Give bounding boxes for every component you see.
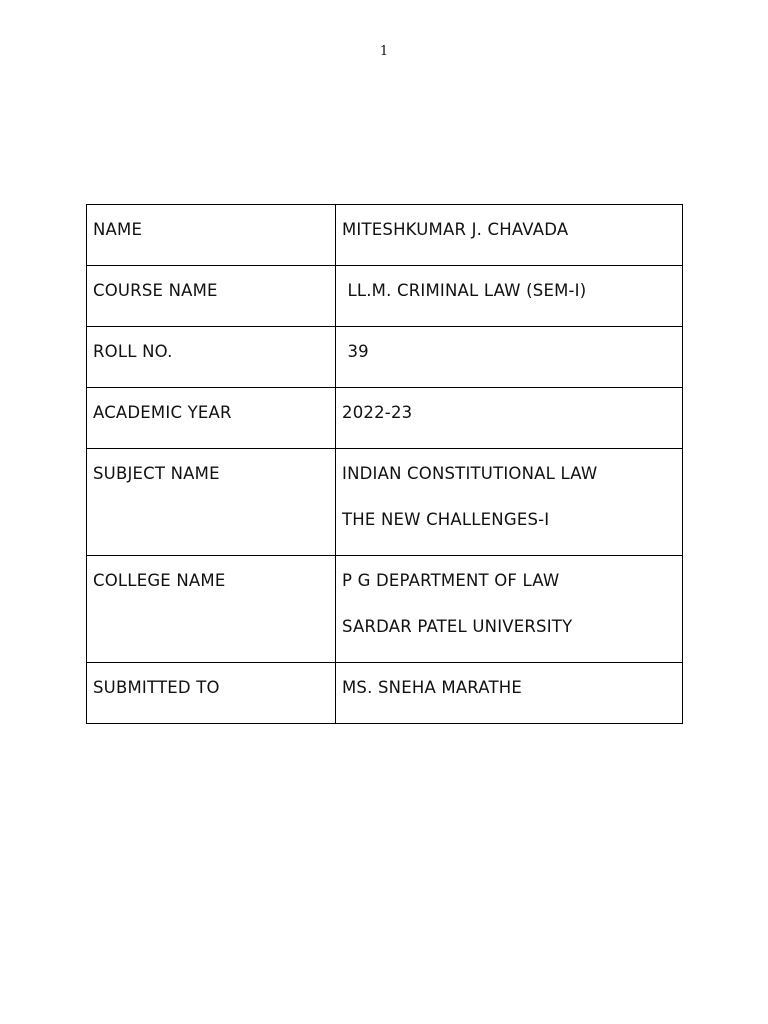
value-college-name: [336, 556, 683, 663]
label-academic-year: ACADEMIC YEAR: [87, 388, 336, 449]
value-roll-no: 39: [336, 327, 683, 388]
college-line-2: SARDAR PATEL UNIVERSITY: [342, 617, 573, 636]
subject-line-1: INDIAN CONSTITUTIONAL LAW: [342, 464, 598, 483]
table-row-subject: [87, 449, 683, 556]
label-roll-no: ROLL NO.: [87, 327, 336, 388]
label-name: NAME: [87, 205, 336, 266]
page-number: 1: [379, 44, 389, 59]
college-line-1: P G DEPARTMENT OF LAW: [342, 571, 560, 590]
value-name: MITESHKUMAR J. CHAVADA: [336, 205, 683, 266]
label-college-name: COLLEGE NAME: [87, 556, 336, 663]
value-subject-name: [336, 449, 683, 556]
value-academic-year: 2022-23: [336, 388, 683, 449]
subject-line-2: THE NEW CHALLENGES-I: [342, 510, 550, 529]
submission-details-table: [86, 204, 683, 724]
table-row-course: [87, 266, 683, 327]
table-row-roll: [87, 327, 683, 388]
label-course-name: COURSE NAME: [87, 266, 336, 327]
value-submitted-to: MS. SNEHA MARATHE: [336, 663, 683, 724]
label-subject-name: SUBJECT NAME: [87, 449, 336, 556]
value-course-name: LL.M. CRIMINAL LAW (SEM-I): [336, 266, 683, 327]
table-row-name: [87, 205, 683, 266]
table-row-submitted-to: [87, 663, 683, 724]
table-row-college: [87, 556, 683, 663]
label-submitted-to: SUBMITTED TO: [87, 663, 336, 724]
table-row-academic-year: [87, 388, 683, 449]
